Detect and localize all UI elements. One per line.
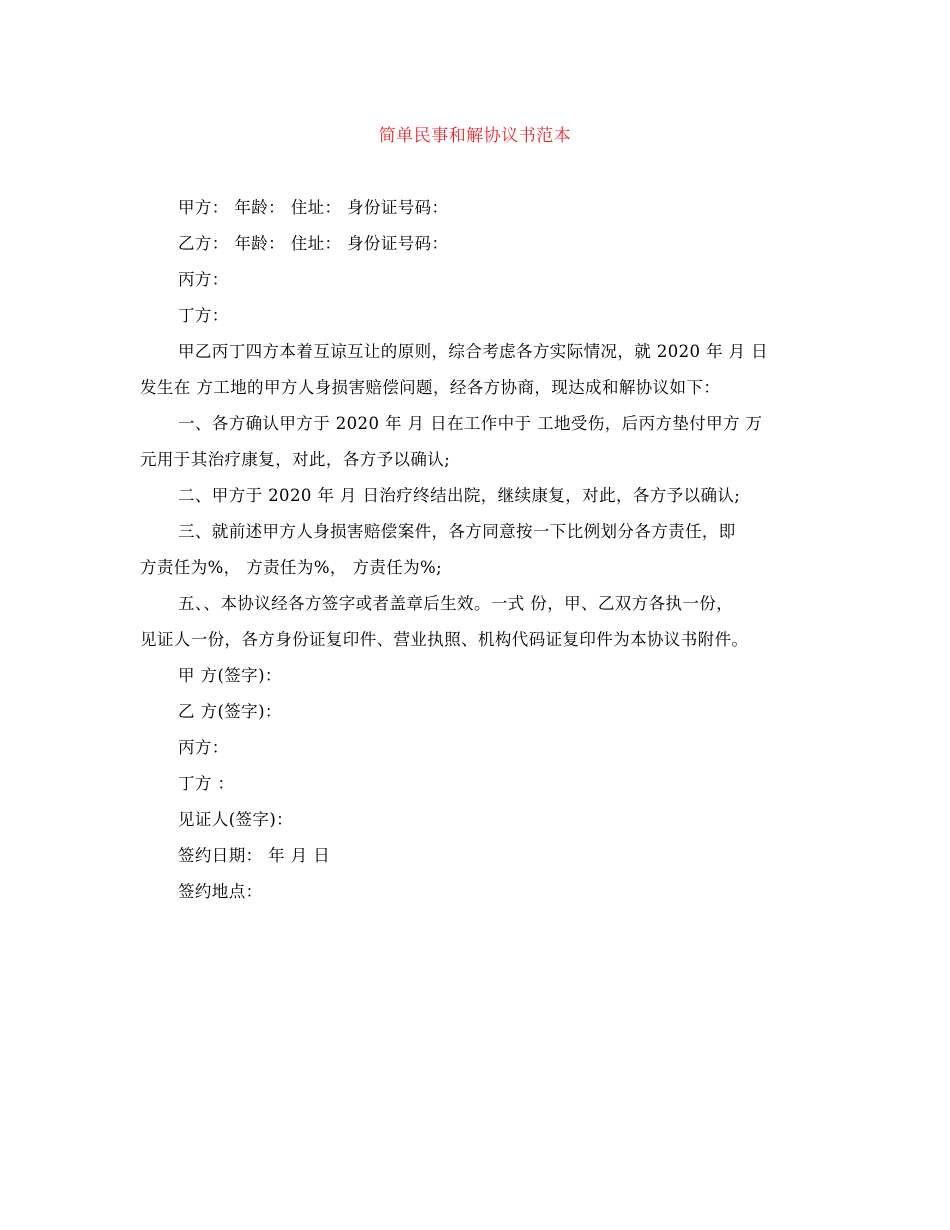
text-line: 丙方： <box>178 738 229 757</box>
text-line: 发生在 方工地的甲方人身损害赔偿问题，经各方协商，现达成和解协议如下： <box>140 378 721 397</box>
text-line: 签约地点： <box>178 882 263 901</box>
document-body <box>140 190 812 910</box>
text-line: 元用于其治疗康复，对此，各方予以确认; <box>140 450 451 469</box>
text-line: 三、就前述甲方人身损害赔偿案件，各方同意按一下比例划分各方责任，即 <box>178 522 736 541</box>
text-line: 甲 方(签字)： <box>178 666 282 685</box>
text-line: 签约日期： 年 月 日 <box>178 846 331 865</box>
text-line: 乙 方(签字)： <box>178 702 282 721</box>
text-line: 丙方： <box>178 270 229 289</box>
document-title: 简单民事和解协议书范本 <box>378 126 572 146</box>
text-line: 甲方： 年龄： 住址： 身份证号码： <box>178 198 449 217</box>
text-line: 甲乙丙丁四方本着互谅互让的原则，综合考虑各方实际情况，就 2020 年 月 日 <box>178 342 769 361</box>
text-line: 见证人(签字)： <box>178 810 294 829</box>
text-line: 乙方： 年龄： 住址： 身份证号码： <box>178 234 449 253</box>
text-line: 丁方： <box>178 306 229 325</box>
text-line: 二、甲方于 2020 年 月 日治疗终结出院，继续康复，对此，各方予以确认; <box>178 486 741 505</box>
text-line: 方责任为%， 方责任为%， 方责任为%; <box>140 558 443 577</box>
text-line: 见证人一份，各方身份证复印件、营业执照、机构代码证复印件为本协议书附件。 <box>140 630 749 649</box>
text-line: 五、、本协议经各方签字或者盖章后生效。一式 份，甲、乙双方各执一份， <box>178 594 734 613</box>
text-line: 丁方 ： <box>178 774 235 793</box>
text-line: 一、各方确认甲方于 2020 年 月 日在工作中于 工地受伤，后丙方垫付甲方 万 <box>178 414 763 433</box>
